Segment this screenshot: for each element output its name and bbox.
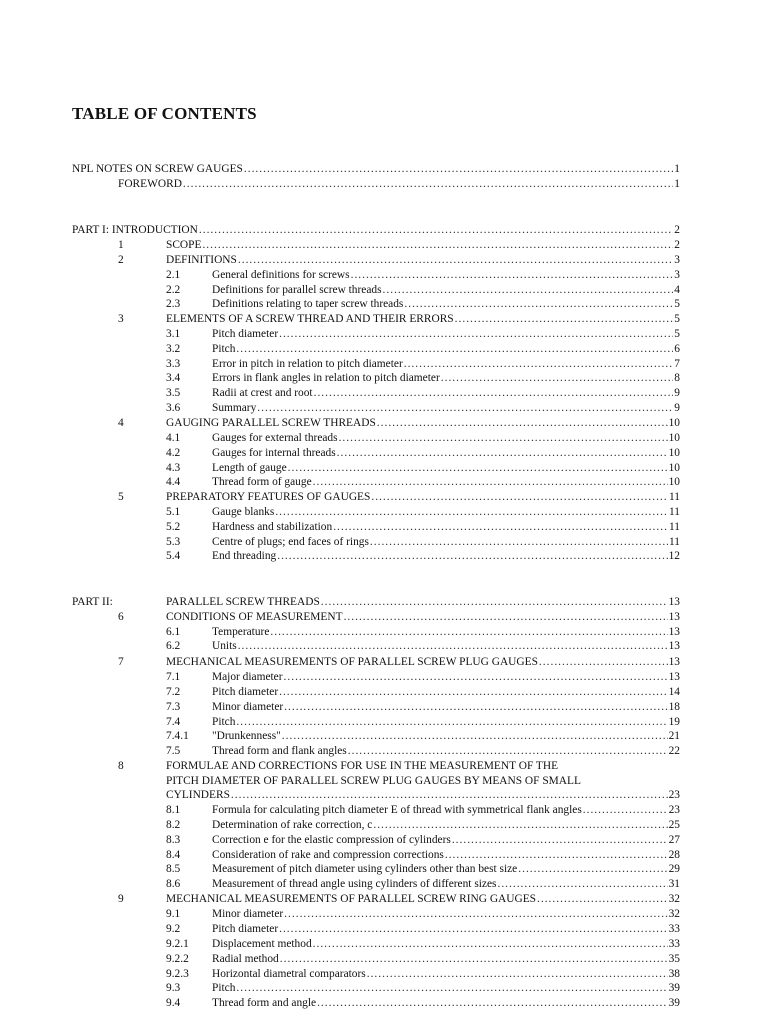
- dot-leader: [279, 327, 673, 342]
- toc-entry-page-number: 33: [668, 938, 680, 950]
- toc-entry[interactable]: [166, 610, 680, 625]
- toc-entry-number: 7.3: [166, 701, 181, 713]
- toc-entry-number: PART II:: [72, 596, 113, 608]
- toc-entry[interactable]: [212, 877, 680, 892]
- dot-leader: [279, 922, 668, 937]
- toc-entry-page-number: 5: [674, 313, 680, 325]
- toc-entry-number: 2.1: [166, 269, 181, 281]
- dot-leader: [537, 892, 668, 907]
- toc-entry-label: Errors in flank angles in relation to pitch diameter: [212, 372, 440, 384]
- toc-entry-label: GAUGING PARALLEL SCREW THREADS: [166, 417, 376, 429]
- toc-entry-label: Pitch diameter: [212, 923, 279, 935]
- toc-entry-page-number: 31: [668, 878, 680, 890]
- toc-entry-label: Consideration of rake and compression corrections: [212, 849, 444, 861]
- toc-entry-page-number: 23: [668, 789, 680, 801]
- toc-entry-number: 8.6: [166, 878, 181, 890]
- dot-leader: [277, 549, 667, 564]
- toc-entry-number: 7: [118, 656, 124, 668]
- dot-leader: [231, 788, 668, 803]
- toc-entry-page-number: 18: [668, 701, 680, 713]
- toc-entry[interactable]: [212, 922, 680, 937]
- toc-entry-page-number: 13: [668, 611, 680, 623]
- toc-entry-page-number: 12: [668, 550, 680, 562]
- toc-entry-page-number: 23: [668, 804, 680, 816]
- toc-entry-number: 7.5: [166, 745, 181, 757]
- toc-entry-label: Radial method: [212, 953, 279, 965]
- toc-entry-number: 3.2: [166, 343, 181, 355]
- toc-entry-label: Definitions for parallel screw threads: [212, 284, 382, 296]
- toc-entry-page-number: 39: [668, 982, 680, 994]
- toc-entry-label: Centre of plugs; end faces of rings: [212, 536, 369, 548]
- page-title: TABLE OF CONTENTS: [72, 104, 257, 123]
- toc-entry-number: 7.4.1: [166, 730, 189, 742]
- dot-leader: [199, 223, 673, 238]
- toc-entry-page-number: 13: [668, 596, 680, 608]
- toc-entry-label: General definitions for screws: [212, 269, 350, 281]
- toc-entry[interactable]: [166, 595, 680, 610]
- toc-entry-number: 5.4: [166, 550, 181, 562]
- toc-entry-number: 3.4: [166, 372, 181, 384]
- toc-entry-page-number: 39: [668, 997, 680, 1009]
- toc-entry-page-number: 19: [668, 716, 680, 728]
- toc-entry-page-number: 5: [674, 298, 680, 310]
- dot-leader: [404, 357, 674, 372]
- toc-entry-label: MECHANICAL MEASUREMENTS OF PARALLEL SCREW RING GAUGES: [166, 893, 537, 905]
- dot-leader: [441, 371, 674, 386]
- toc-entry-page-number: 11: [669, 536, 680, 548]
- dot-leader: [539, 655, 668, 670]
- dot-leader: [351, 268, 674, 283]
- toc-entry-number: 5: [118, 491, 124, 503]
- toc-entry[interactable]: [212, 386, 680, 401]
- toc-entry-label: MECHANICAL MEASUREMENTS OF PARALLEL SCREW PLUG GAUGES: [166, 656, 538, 668]
- dot-leader: [497, 877, 667, 892]
- toc-entry[interactable]: [212, 357, 680, 372]
- dot-leader: [244, 162, 673, 177]
- dot-leader: [373, 818, 667, 833]
- toc-entry-label: PARALLEL SCREW THREADS: [166, 596, 320, 608]
- toc-entry[interactable]: [212, 996, 680, 1011]
- toc-entry[interactable]: [166, 788, 680, 803]
- toc-entry-label: Units: [212, 640, 237, 652]
- toc-entry[interactable]: [166, 253, 680, 268]
- toc-entry-label: Gauges for internal threads: [212, 447, 336, 459]
- toc-entry-label: Thread form and angle: [212, 997, 317, 1009]
- toc-entry-number: 9: [118, 893, 124, 905]
- toc-entry-label: Length of gauge: [212, 462, 287, 474]
- toc-entry[interactable]: [212, 744, 680, 759]
- toc-entry[interactable]: [72, 223, 680, 238]
- toc-entry[interactable]: [166, 238, 680, 253]
- dot-leader: [455, 312, 674, 327]
- toc-entry-number: 4.3: [166, 462, 181, 474]
- toc-entry-number: 3.1: [166, 328, 181, 340]
- toc-entry[interactable]: [212, 505, 680, 520]
- toc-entry[interactable]: [212, 535, 680, 550]
- toc-entry[interactable]: [212, 715, 680, 730]
- toc-entry[interactable]: [212, 475, 680, 490]
- toc-entry-page-number: 4: [674, 284, 680, 296]
- toc-entry[interactable]: [212, 862, 680, 877]
- dot-leader: [314, 386, 674, 401]
- toc-entry-page-number: 27: [668, 834, 680, 846]
- toc-entry[interactable]: [166, 892, 680, 907]
- toc-entry-page-number: 14: [668, 686, 680, 698]
- dot-leader: [317, 996, 668, 1011]
- toc-entry-number: 4.1: [166, 432, 181, 444]
- dot-leader: [313, 475, 668, 490]
- toc-entry-page-number: 22: [668, 745, 680, 757]
- toc-entry-label: CONDITIONS OF MEASUREMENT: [166, 611, 343, 623]
- toc-entry-label: Temperature: [212, 626, 270, 638]
- dot-leader: [257, 401, 673, 416]
- toc-entry-label: PREPARATORY FEATURES OF GAUGES: [166, 491, 371, 503]
- dot-leader: [333, 520, 668, 535]
- dot-leader: [445, 848, 668, 863]
- toc-entry-page-number: 8: [674, 372, 680, 384]
- toc-entry[interactable]: [118, 177, 680, 192]
- toc-entry[interactable]: [166, 655, 680, 670]
- toc-entry-label: PART I: INTRODUCTION: [72, 224, 198, 236]
- toc-entry[interactable]: [212, 729, 680, 744]
- toc-entry-number: 6.2: [166, 640, 181, 652]
- dot-leader: [270, 625, 667, 640]
- toc-entry-number: 7.2: [166, 686, 181, 698]
- toc-entry-number: 5.3: [166, 536, 181, 548]
- toc-entry-page-number: 6: [674, 343, 680, 355]
- toc-entry-page-number: 10: [668, 476, 680, 488]
- toc-entry-label: Summary: [212, 402, 257, 414]
- toc-entry-number: 9.2.2: [166, 953, 189, 965]
- toc-entry-page-number: 3: [674, 269, 680, 281]
- dot-leader: [236, 981, 667, 996]
- toc-entry-number: 3.5: [166, 387, 181, 399]
- toc-entry-page-number: 3: [674, 254, 680, 266]
- toc-entry[interactable]: [212, 549, 680, 564]
- dot-leader: [313, 937, 668, 952]
- toc-entry-page-number: 13: [668, 656, 680, 668]
- toc-entry-number: 8.5: [166, 863, 181, 875]
- dot-leader: [583, 803, 668, 818]
- toc-entry-page-number: 1: [674, 163, 680, 175]
- toc-entry[interactable]: [212, 371, 680, 386]
- toc-entry-label: Thread form and flank angles: [212, 745, 347, 757]
- dot-leader: [238, 639, 668, 654]
- toc-entry[interactable]: [212, 342, 680, 357]
- toc-entry-label: Measurement of thread angle using cylinders of different sizes: [212, 878, 497, 890]
- toc-entry-page-number: 1: [674, 178, 680, 190]
- toc-entry-number: 9.2: [166, 923, 181, 935]
- toc-entry-page-number: 11: [669, 506, 680, 518]
- toc-entry-label: Formula for calculating pitch diameter E of thread with symmetrical flank angles: [212, 804, 582, 816]
- toc-entry-number: 9.1: [166, 908, 181, 920]
- toc-entry-number: 2.3: [166, 298, 181, 310]
- toc-entry-page-number: 13: [668, 640, 680, 652]
- dot-leader: [370, 535, 668, 550]
- toc-entry[interactable]: [212, 907, 680, 922]
- dot-leader: [367, 967, 668, 982]
- toc-entry-page-number: 32: [668, 893, 680, 905]
- toc-entry[interactable]: [212, 297, 680, 312]
- toc-entry-label: PITCH DIAMETER OF PARALLEL SCREW PLUG GAUGES BY MEANS OF SMALL: [166, 775, 581, 787]
- toc-entry-number: 9.2.3: [166, 968, 189, 980]
- toc-entry-label: Measurement of pitch diameter using cylinders other than best size: [212, 863, 518, 875]
- toc-entry-label: Pitch: [212, 343, 236, 355]
- toc-entry-page-number: 7: [674, 358, 680, 370]
- toc-entry-label: Determination of rake correction, c: [212, 819, 373, 831]
- toc-entry-page-number: 28: [668, 849, 680, 861]
- dot-leader: [282, 729, 668, 744]
- toc-entry-label: SCOPE: [166, 239, 202, 251]
- dot-leader: [337, 446, 668, 461]
- toc-entry-label: Definitions relating to taper screw threads: [212, 298, 404, 310]
- dot-leader: [518, 862, 667, 877]
- dot-leader: [321, 595, 668, 610]
- dot-leader: [202, 238, 673, 253]
- toc-entry-number: 4: [118, 417, 124, 429]
- toc-entry-label: Displacement method: [212, 938, 312, 950]
- toc-entry-label: Minor diameter: [212, 701, 284, 713]
- toc-entry[interactable]: [72, 162, 680, 177]
- toc-entry-label: Thread form of gauge: [212, 476, 312, 488]
- toc-entry-number: 8.4: [166, 849, 181, 861]
- toc-entry-number: 2.2: [166, 284, 181, 296]
- toc-entry[interactable]: [212, 268, 680, 283]
- toc-entry-number: 4.2: [166, 447, 181, 459]
- dot-leader: [288, 461, 668, 476]
- toc-entry-number: 8.2: [166, 819, 181, 831]
- toc-entry-label: Correction e for the elastic compression of cylinders: [212, 834, 451, 846]
- toc-entry-page-number: 13: [668, 626, 680, 638]
- dot-leader: [452, 833, 668, 848]
- toc-entry-page-number: 21: [668, 730, 680, 742]
- toc-entry-number: 8.1: [166, 804, 181, 816]
- toc-entry[interactable]: [212, 952, 680, 967]
- toc-entry-label: NPL NOTES ON SCREW GAUGES: [72, 163, 243, 175]
- dot-leader: [238, 253, 673, 268]
- toc-entry-number: 6: [118, 611, 124, 623]
- toc-entry-number: 8.3: [166, 834, 181, 846]
- toc-entry-label: Gauge blanks: [212, 506, 275, 518]
- dot-leader: [383, 283, 674, 298]
- toc-entry-number: 7.4: [166, 716, 181, 728]
- dot-leader: [348, 744, 668, 759]
- toc-entry-page-number: 25: [668, 819, 680, 831]
- dot-leader: [284, 700, 667, 715]
- toc-entry-label: End threading: [212, 550, 277, 562]
- toc-entry-number: 7.1: [166, 671, 181, 683]
- toc-entry[interactable]: [212, 401, 680, 416]
- toc-entry-page-number: 10: [668, 432, 680, 444]
- dot-leader: [371, 490, 668, 505]
- toc-entry[interactable]: [212, 700, 680, 715]
- dot-leader: [339, 431, 668, 446]
- toc-entry-label: Hardness and stabilization: [212, 521, 333, 533]
- toc-entry[interactable]: [212, 937, 680, 952]
- toc-entry[interactable]: [212, 670, 680, 685]
- toc-entry-number: 3: [118, 313, 124, 325]
- toc-entry-label: "Drunkenness": [212, 730, 281, 742]
- toc-entry-number: 3.3: [166, 358, 181, 370]
- toc-entry[interactable]: [212, 967, 680, 982]
- toc-entry-label: Pitch diameter: [212, 686, 279, 698]
- toc-entry-page-number: 11: [669, 521, 680, 533]
- toc-entry-page-number: 9: [674, 387, 680, 399]
- toc-entry-label: Pitch: [212, 982, 236, 994]
- toc-entry[interactable]: [212, 803, 680, 818]
- toc-entry[interactable]: [212, 446, 680, 461]
- toc-entry-label: ELEMENTS OF A SCREW THREAD AND THEIR ERRORS: [166, 313, 454, 325]
- dot-leader: [275, 505, 668, 520]
- toc-entry-page-number: 29: [668, 863, 680, 875]
- toc-entry-label: Horizontal diametral comparators: [212, 968, 366, 980]
- toc-entry-number: 2: [118, 254, 124, 266]
- toc-entry-label: FOREWORD: [118, 178, 182, 190]
- toc-entry[interactable]: [212, 461, 680, 476]
- toc-entry-label: Gauges for external threads: [212, 432, 338, 444]
- toc-entry-number: 6.1: [166, 626, 181, 638]
- toc-entry-page-number: 13: [668, 671, 680, 683]
- toc-entry[interactable]: [212, 283, 680, 298]
- toc-entry-label: Pitch: [212, 716, 236, 728]
- dot-leader: [280, 952, 668, 967]
- dot-leader: [344, 610, 668, 625]
- toc-entry-number: 9.4: [166, 997, 181, 1009]
- toc-entry-page-number: 11: [669, 491, 680, 503]
- dot-leader: [279, 685, 668, 700]
- toc-entry[interactable]: [212, 520, 680, 535]
- toc-entry[interactable]: [166, 312, 680, 327]
- toc-entry-page-number: 5: [674, 328, 680, 340]
- toc-entry-label: Minor diameter: [212, 908, 284, 920]
- toc-entry[interactable]: [212, 833, 680, 848]
- toc-entry[interactable]: [212, 685, 680, 700]
- toc-entry[interactable]: [212, 848, 680, 863]
- toc-entry[interactable]: [166, 416, 680, 431]
- toc-entry-number: 9.3: [166, 982, 181, 994]
- toc-entry-label: Pitch diameter: [212, 328, 279, 340]
- toc-entry-page-number: 10: [668, 447, 680, 459]
- toc-entry-label: FORMULAE AND CORRECTIONS FOR USE IN THE MEASUREMENT OF THE: [166, 760, 559, 772]
- dot-leader: [377, 416, 668, 431]
- toc-entry-number: 8: [118, 760, 124, 772]
- dot-leader: [284, 670, 668, 685]
- toc-entry-label: DEFINITIONS: [166, 254, 237, 266]
- toc-entry-page-number: 32: [668, 908, 680, 920]
- toc-entry[interactable]: [212, 981, 680, 996]
- toc-entry-label: Error in pitch in relation to pitch diameter: [212, 358, 403, 370]
- toc-entry[interactable]: [166, 490, 680, 505]
- dot-leader: [183, 177, 673, 192]
- toc-entry-page-number: 9: [674, 402, 680, 414]
- toc-entry-number: 5.2: [166, 521, 181, 533]
- toc-entry-number: 9.2.1: [166, 938, 189, 950]
- toc-entry-page-number: 2: [674, 239, 680, 251]
- dot-leader: [236, 715, 667, 730]
- toc-entry-number: 4.4: [166, 476, 181, 488]
- toc-entry[interactable]: [212, 639, 680, 654]
- toc-entry-label: CYLINDERS: [166, 789, 230, 801]
- toc-entry-number: 5.1: [166, 506, 181, 518]
- dot-leader: [404, 297, 673, 312]
- toc-entry-number: 3.6: [166, 402, 181, 414]
- toc-entry-label: Major diameter: [212, 671, 283, 683]
- toc-entry-label: Radii at crest and root: [212, 387, 313, 399]
- toc-entry[interactable]: [212, 818, 680, 833]
- toc-entry[interactable]: [212, 431, 680, 446]
- toc-entry-page-number: 2: [674, 224, 680, 236]
- toc-entry-page-number: 33: [668, 923, 680, 935]
- toc-entry-page-number: 38: [668, 968, 680, 980]
- toc-entry-page-number: 10: [668, 462, 680, 474]
- toc-entry-page-number: 35: [668, 953, 680, 965]
- toc-entry-number: 1: [118, 239, 124, 251]
- toc-entry[interactable]: [212, 327, 680, 342]
- toc-entry[interactable]: [212, 625, 680, 640]
- dot-leader: [284, 907, 667, 922]
- dot-leader: [236, 342, 673, 357]
- toc-entry-page-number: 10: [668, 417, 680, 429]
